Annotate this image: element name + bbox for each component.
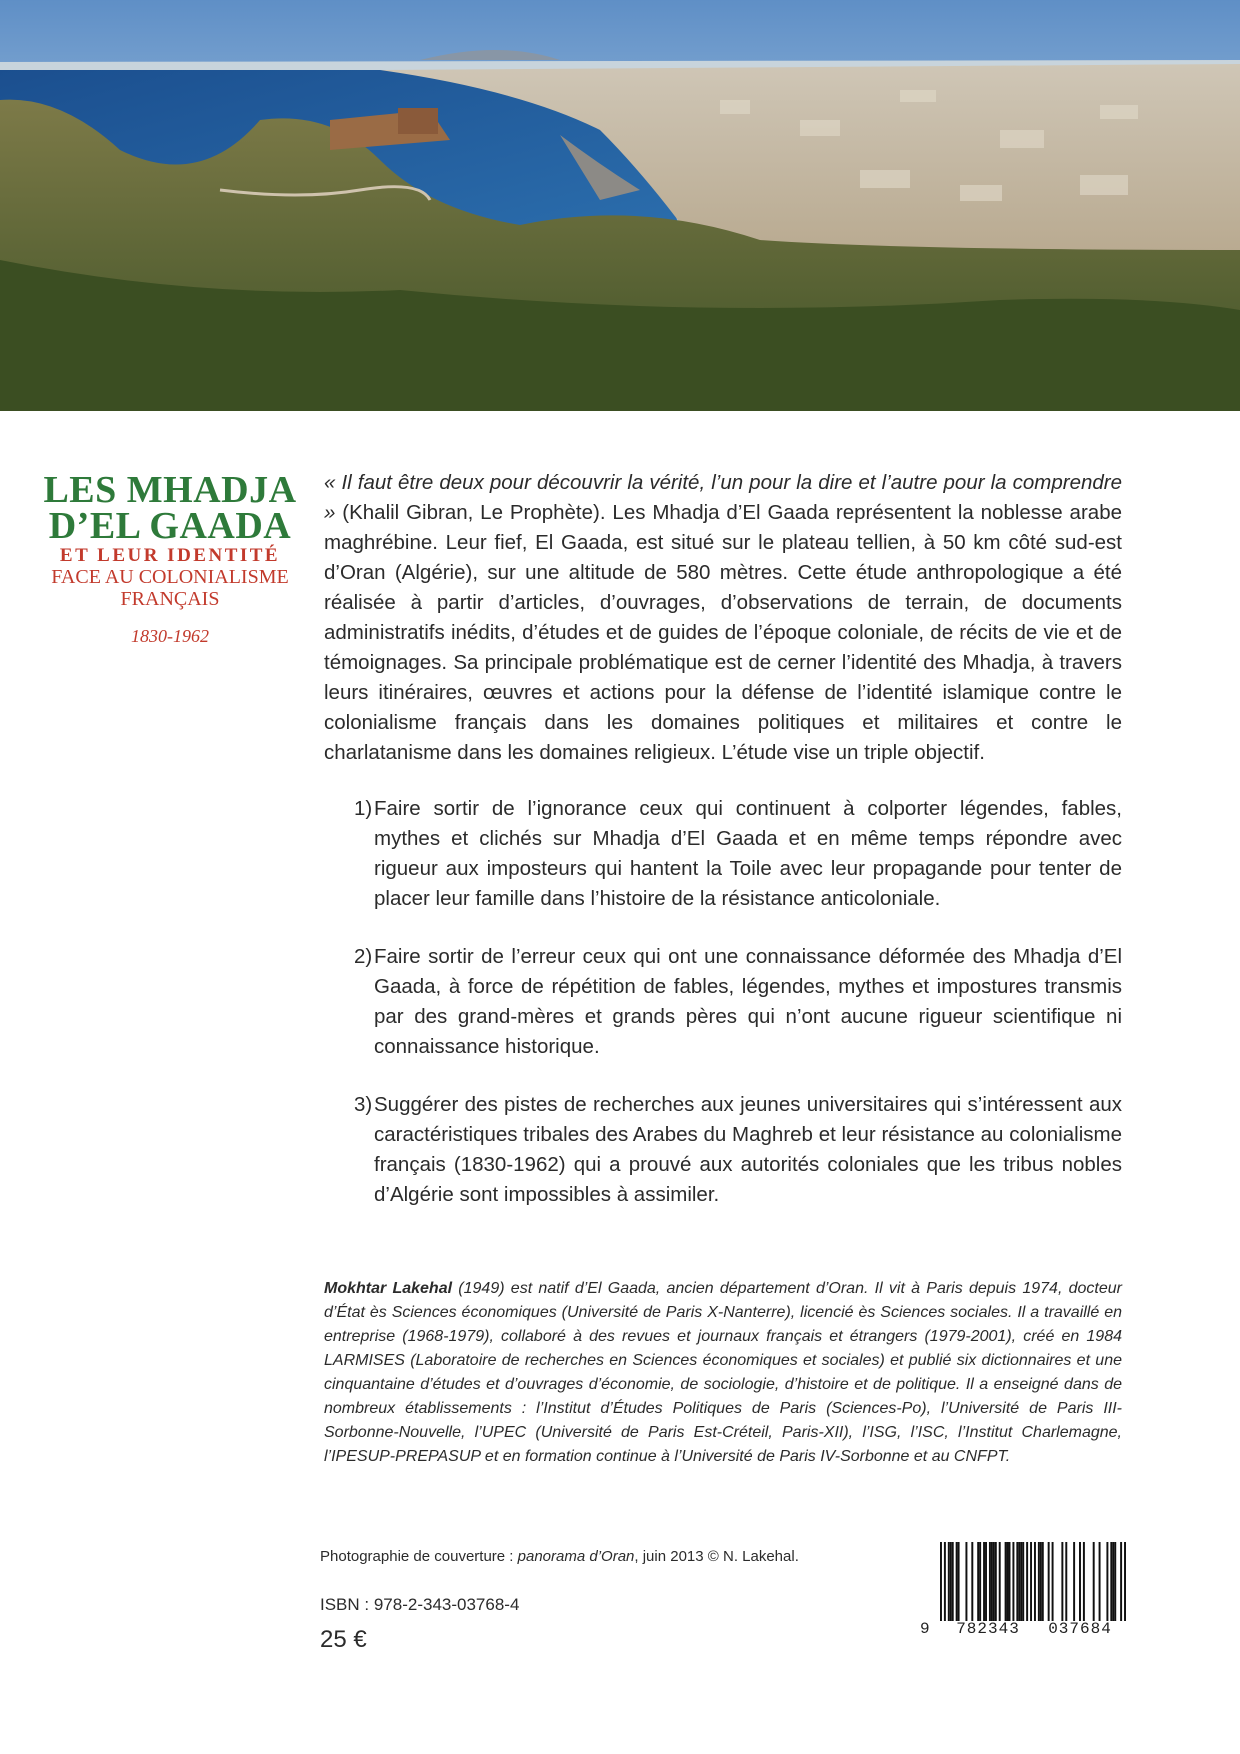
- barcode-bar: [1038, 1542, 1040, 1621]
- title-line-2: D’EL GAADA: [48, 505, 292, 547]
- epigraph-quote: « Il faut être deux pour découvrir la vérité, l’un pour la dire et l’autre pour la comprendre »: [324, 471, 1122, 524]
- barcode-bar: [1052, 1542, 1054, 1621]
- list-item-number: 1): [354, 797, 373, 820]
- list-item-text: Faire sortir de l’erreur ceux qui ont une connaissance déformée des Mhadja d’El Gaada, à force de répétition de fables, légendes, mythes et impostures transmis par des grand-mères et grands pères qui n’ont aucune rigueur scientifique ni connaissance historique.: [374, 945, 1122, 1058]
- title-line-1: LES MHADJA: [43, 469, 297, 511]
- barcode-bar: [940, 1542, 942, 1621]
- photo-credit-label: Photographie de couverture :: [320, 1548, 518, 1565]
- barcode-bar: [1110, 1542, 1112, 1621]
- barcode-bar: [989, 1542, 991, 1621]
- barcode-bar: [1009, 1542, 1011, 1621]
- list-item-text: Suggérer des pistes de recherches aux jeunes universitaires qui s’intéressent aux caractéristiques tribales des Arabes du Maghreb et leur résistance au colonialisme français (1830-1962) qui a prouvé aux autorités coloniales que les tribus nobles d’Algérie sont impossibles à assimiler.: [374, 1093, 1122, 1206]
- barcode-bar: [1048, 1542, 1050, 1621]
- barcode-bar: [985, 1542, 987, 1621]
- barcode-bar: [995, 1542, 997, 1621]
- barcode-bar: [1073, 1542, 1075, 1621]
- intro-text: (Khalil Gibran, Le Prophète). Les Mhadja d’El Gaada représentent la noblesse arabe maghrébine. Leur fief, El Gaada, est situé sur le plateau tellien, à 50 km côté sud-est d’Oran (Algérie), sur une altitude de 580 mètres. Cette étude anthropologique a été réalisée à partir d’articles, d’ouvrages, d’observations de terrain, de documents administratifs inédits, d’études et de guides de l’époque coloniale, de récits de vie et de témoignages. Sa principale problématique est de cerner l’identité des Mhadja, à travers leurs itinéraires, œuvres et actions pour la défense de l’identité islamique contre le colonialisme français dans les domaines politiques et militaires et contre le charlatanisme dans les domaines religieux. L’étude vise un triple objectif.: [324, 501, 1122, 764]
- barcode-bar: [944, 1542, 946, 1621]
- author-bio-text: (1949) est natif d’El Gaada, ancien département d’Oran. Il vit à Paris depuis 1974, docteur d’État ès Sciences économiques (Université de Paris X-Nanterre), licencié ès Sciences sociales. Il a travaillé en entreprise (1968-1979), collaboré à des revues et journaux français et étrangers (1979-2001), créé en 1984 LARMISES (Laboratoire de recherches en Sciences économiques et sociales) et publié six dictionnaires et une cinquantaine d’études et d’ouvrages d’économie, de sociologie, d’histoire et de politique. Il a enseigné dans de nombreux établissements : l’Institut d’Études Politiques de Paris (Sciences-Po), l’Université de Paris III-Sorbonne-Nouvelle, l’UPEC (Université de Paris Est-Créteil, Paris-XII), l’ISG, l’ISC, l’Institut Charlemagne, l’IPESUP-PREPASUP et en formation continue à l’Université de Paris IV-Sorbonne et au CNFPT.: [324, 1280, 1122, 1465]
- barcode-bar: [1030, 1542, 1032, 1621]
- barcode-bar: [1099, 1542, 1101, 1621]
- isbn: ISBN : 978-2-343-03768-4: [320, 1595, 520, 1614]
- barcode-bar: [1016, 1542, 1018, 1621]
- barcode-bar: [1093, 1542, 1095, 1621]
- barcode-bar: [991, 1542, 993, 1621]
- barcode-bar: [993, 1542, 995, 1621]
- barcode-bar: [1007, 1542, 1009, 1621]
- barcode-bar: [1120, 1542, 1122, 1621]
- barcode-bar: [1079, 1542, 1081, 1621]
- barcode-bar: [965, 1542, 967, 1621]
- barcode-bar: [977, 1542, 979, 1621]
- barcode-bar: [956, 1542, 958, 1621]
- barcode-bar: [1026, 1542, 1028, 1621]
- barcode-bar: [1018, 1542, 1020, 1621]
- list-item: [354, 1090, 1122, 1210]
- barcode-bar: [1022, 1542, 1024, 1621]
- barcode-bar: [1114, 1542, 1116, 1621]
- author-bio: [324, 1277, 1122, 1469]
- barcode-bar: [999, 1542, 1001, 1621]
- photo-credit-rest: , juin 2013 © N. Lakehal.: [634, 1548, 799, 1565]
- barcode-bar: [1012, 1542, 1014, 1621]
- barcode-bars-icon: [940, 1542, 1126, 1621]
- barcode-bar: [1020, 1542, 1022, 1621]
- intro-paragraph: [324, 468, 1122, 768]
- author-name: Mokhtar Lakehal: [324, 1280, 453, 1297]
- photo-credit: [320, 1548, 799, 1565]
- list-item: [354, 942, 1122, 1062]
- barcode-bar: [1106, 1542, 1108, 1621]
- barcode-bar: [1005, 1542, 1007, 1621]
- side-title: [40, 469, 300, 647]
- barcode-group-1: 782343: [956, 1620, 1020, 1638]
- title-line-3: ET LEUR IDENTITÉ: [59, 545, 281, 566]
- price: 25 €: [320, 1626, 367, 1653]
- barcode-bar: [1124, 1542, 1126, 1621]
- barcode-bar: [958, 1542, 960, 1621]
- barcode-bar: [1040, 1542, 1042, 1621]
- blurb: [324, 468, 1122, 1238]
- barcode-bar: [1083, 1542, 1085, 1621]
- barcode-bar: [979, 1542, 981, 1621]
- barcode-bar: [971, 1542, 973, 1621]
- barcode-bar: [1065, 1542, 1067, 1621]
- barcode-bar: [1061, 1542, 1063, 1621]
- list-item-number: 3): [354, 1093, 373, 1116]
- barcode-bar: [1034, 1542, 1036, 1621]
- barcode-digits: [920, 1620, 1126, 1638]
- barcode: [920, 1542, 1126, 1638]
- barcode-bar: [950, 1542, 952, 1621]
- title-line-5: FRANÇAIS: [120, 588, 220, 610]
- objectives-list: [324, 794, 1122, 1210]
- photo-credit-title: panorama d’Oran: [517, 1548, 635, 1565]
- title-line-4: FACE AU COLONIALISME: [51, 566, 289, 588]
- barcode-bar: [1112, 1542, 1114, 1621]
- cover-photo: [0, 0, 1240, 411]
- barcode-lead-digit: 9: [920, 1620, 931, 1638]
- barcode-bar: [948, 1542, 950, 1621]
- list-item-text: Faire sortir de l’ignorance ceux qui continuent à colporter légendes, fables, mythes et clichés sur Mhadja d’El Gaada et en même temps répondre avec rigueur aux imposteurs qui hantent la Toile avec leur propagande pour tenter de placer leur famille dans l’histoire de la résistance anticoloniale.: [374, 797, 1122, 910]
- title-dates: 1830-1962: [131, 626, 209, 646]
- barcode-group-2: 037684: [1048, 1620, 1112, 1638]
- list-item-number: 2): [354, 945, 373, 968]
- barcode-bar: [1042, 1542, 1044, 1621]
- list-item: [354, 794, 1122, 914]
- barcode-bar: [952, 1542, 954, 1621]
- barcode-bar: [983, 1542, 985, 1621]
